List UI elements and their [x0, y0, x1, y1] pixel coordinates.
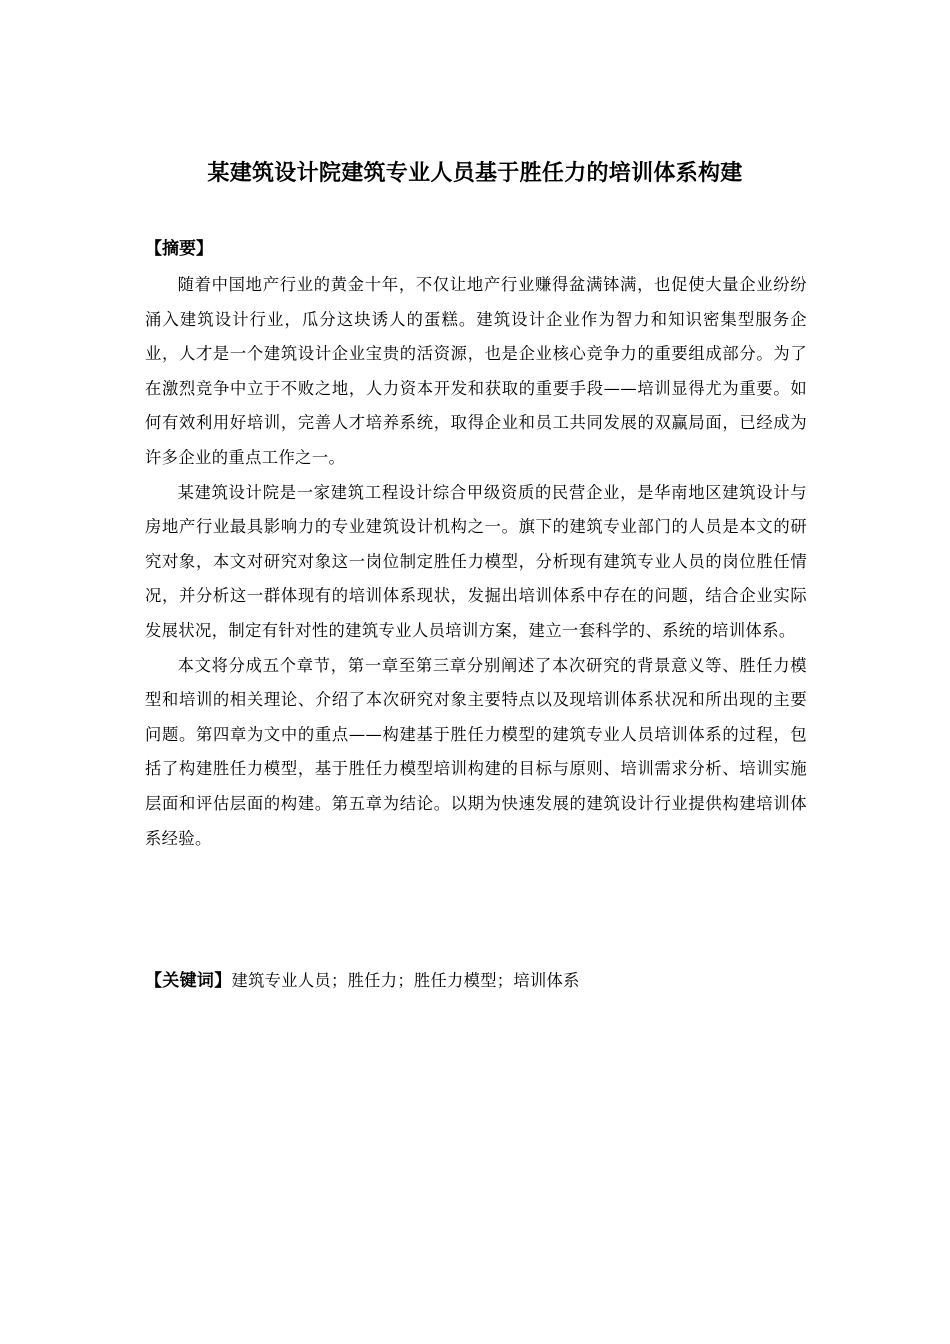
keywords-line — [145, 966, 580, 996]
abstract-paragraph-3: 本文将分成五个章节，第一章至第三章分别阐述了本次研究的背景意义等、胜任力模型和培训的相关理论、介绍了本次研究对象主要特点以及现培训体系状况和所出现的主要问题。第四章为文中的重点——构建基于胜任力模型的建筑专业人员培训体系的过程，包括了构建胜任力模型，基于胜任力模型培训构建的目标与原则、培训需求分析、培训实施层面和评估层面的构建。第五章为结论。以期为快速发展的建筑设计行业提供构建培训体系经验。 — [145, 655, 807, 848]
abstract-body — [145, 268, 807, 856]
document-title: 某建筑设计院建筑专业人员基于胜任力的培训体系构建 — [207, 161, 743, 186]
abstract-heading: 【摘要】 — [145, 239, 213, 259]
keywords-label: 【关键词】 — [145, 971, 232, 991]
abstract-paragraph-2: 某建筑设计院是一家建筑工程设计综合甲级资质的民营企业，是华南地区建筑设计与房地产行业最具影响力的专业建筑设计机构之一。旗下的建筑专业部门的人员是本文的研究对象，本文对研究对象这一岗位制定胜任力模型，分析现有建筑专业人员的岗位胜任情况，并分析这一群体现有的培训体系现状，发掘出培训体系中存在的问题，结合企业实际发展状况，制定有针对性的建筑专业人员培训方案，建立一套科学的、系统的培训体系。 — [145, 482, 807, 640]
abstract-paragraph-1: 随着中国地产行业的黄金十年，不仅让地产行业赚得盆满钵满，也促使大量企业纷纷涌入建筑设计行业，瓜分这块诱人的蛋糕。建筑设计企业作为智力和知识密集型服务企业，人才是一个建筑设计企业宝贵的活资源，也是企业核心竞争力的重要组成部分。为了在激烈竞争中立于不败之地，人力资本开发和获取的重要手段——培训显得尤为重要。如何有效利用好培训，完善人才培养系统，取得企业和员工共同发展的双赢局面，已经成为许多企业的重点工作之一。 — [145, 275, 807, 467]
keywords-text: 建筑专业人员；胜任力；胜任力模型；培训体系 — [231, 971, 580, 990]
